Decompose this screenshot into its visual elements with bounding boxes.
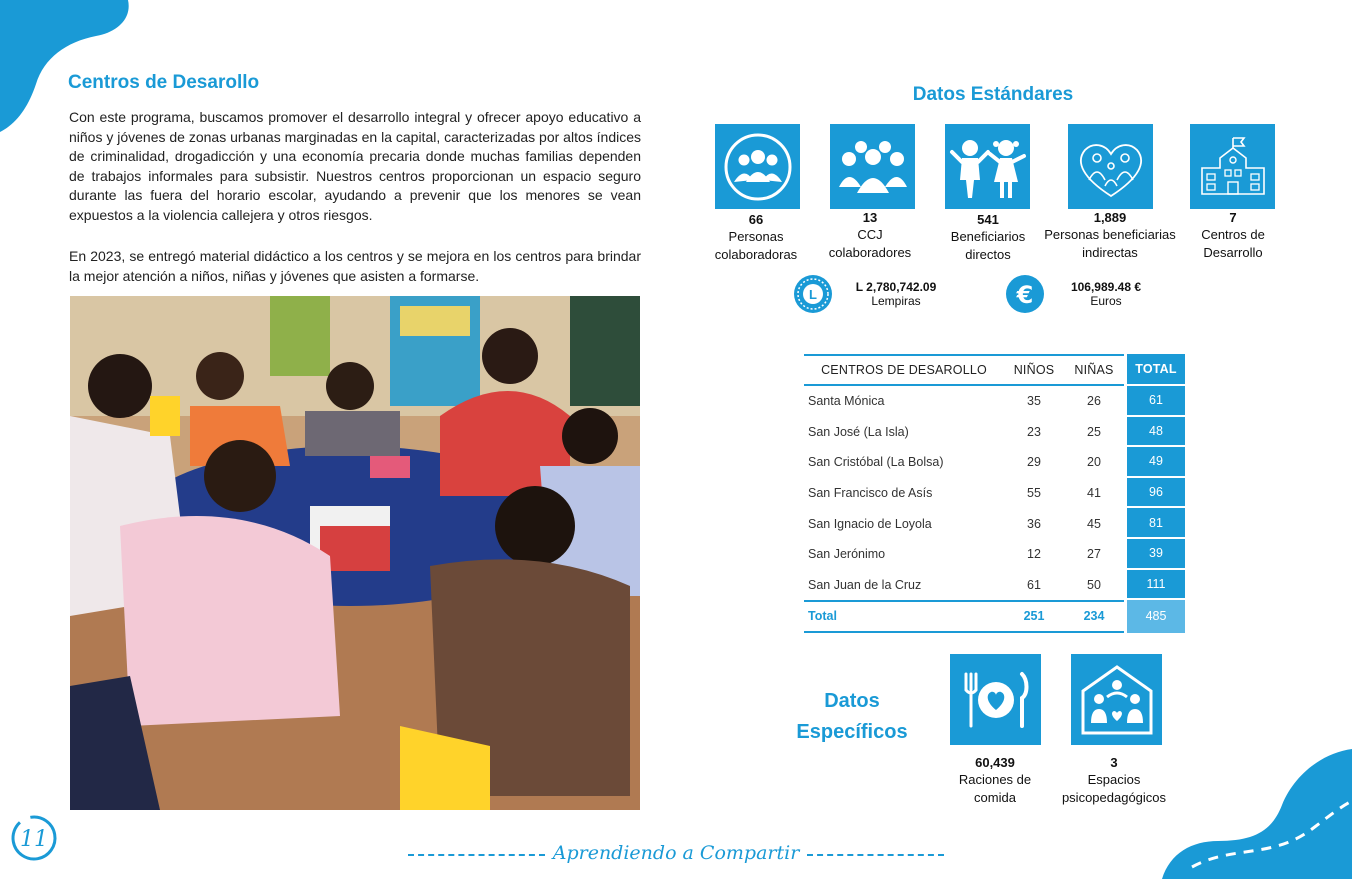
stat-value: 1,889: [1093, 210, 1127, 225]
children-icon: [945, 124, 1030, 209]
lempira-coin-icon: [793, 274, 833, 314]
dashed-line: [807, 854, 944, 856]
dashed-line: [408, 854, 545, 856]
stat-value: 7: [1229, 210, 1237, 225]
food-rations-label: Raciones de comida: [958, 772, 1032, 805]
header-name: CENTROS DE DESAROLLO: [804, 354, 1004, 386]
stat-value: 541: [977, 212, 999, 227]
header-boys: NIÑOS: [1004, 354, 1064, 386]
stat-label: Beneficiarios directos: [950, 229, 1026, 262]
food-rations-value: 60,439: [975, 755, 1015, 770]
euro-coin-icon: [1005, 274, 1045, 314]
standard-data-title: Datos Estándares: [912, 84, 1074, 105]
people-group-icon: [715, 124, 800, 209]
school-building-icon: [1190, 124, 1275, 209]
stat-label: Personas colaboradoras: [714, 229, 798, 262]
stat-label: Centros de Desarrollo: [1201, 227, 1265, 260]
psychopedagogic-space-icon: [1071, 654, 1162, 745]
table-row: San Cristóbal (La Bolsa) 29 20 49: [804, 447, 1185, 478]
table-row: San José (La Isla) 23 25 48: [804, 417, 1185, 448]
svg-text:L: L: [809, 287, 817, 302]
table-row: San Francisco de Asís 55 41 96: [804, 478, 1185, 509]
stat-label: Personas beneficiarias indirectas: [1044, 227, 1176, 260]
euros-label: Euros: [1090, 294, 1122, 308]
stat-value: 66: [748, 212, 764, 227]
food-heart-icon: [950, 654, 1041, 745]
euros-value: 106,989.48 €: [1070, 280, 1142, 294]
table-header-row: [804, 354, 1185, 386]
page-number: [8, 812, 60, 864]
centros-table: [804, 354, 1185, 633]
lempiras-value: L 2,780,742.09: [855, 280, 937, 294]
intro-paragraph: Con este programa, buscamos promover el desarrollo integral y ofrecer apoyo educativo a niños y jóvenes de zonas urbanas marginadas en la capital, caracterizadas por altos índices de criminalidad, drogadicción y una economía precaria donde muchas familias dependen de trabajos informales para subsistir. Nuestros centros proporcionan un espacio seguro durante las fuera del horario escolar, ayudando a prevenir que los menores se vean expuestos a la violencia callejera y otros riesgos.: [69, 109, 641, 223]
community-icon: [830, 124, 915, 209]
table-row: San Jerónimo 12 27 39: [804, 539, 1185, 570]
section-title: Centros de Desarollo: [68, 72, 260, 93]
motto-text: Aprendiendo a Compartir: [552, 842, 800, 864]
footer-motto: [408, 838, 944, 868]
corner-wave-decoration: [1162, 749, 1352, 879]
table-row: San Juan de la Cruz 61 50 111: [804, 570, 1185, 601]
stat-value: 13: [862, 210, 878, 225]
children-classroom-photo: [70, 296, 640, 810]
material-paragraph: En 2023, se entregó material didáctico a los centros y se mejora en los centros para brindar la mejor atención a niños, niñas y jóvenes que asisten a formarse.: [69, 248, 641, 284]
svg-text:11: 11: [20, 827, 48, 852]
table-row: San Ignacio de Loyola 36 45 81: [804, 508, 1185, 539]
header-girls: NIÑAS: [1064, 354, 1124, 386]
stat-label: CCJ colaboradores: [828, 227, 912, 260]
header-total: TOTAL: [1124, 354, 1185, 386]
psychopedagogic-spaces-value: 3: [1110, 755, 1118, 770]
table-row: Santa Mónica 35 26 61: [804, 386, 1185, 417]
family-heart-icon: [1068, 124, 1153, 209]
table-total-row: Total 251 234 485: [804, 600, 1185, 633]
svg-text:€: €: [1016, 281, 1034, 309]
lempiras-label: Lempiras: [871, 294, 921, 308]
psychopedagogic-spaces-label: Espacios psicopedagógicos: [1061, 772, 1167, 805]
specific-data-title: Datos Específicos: [796, 690, 908, 743]
